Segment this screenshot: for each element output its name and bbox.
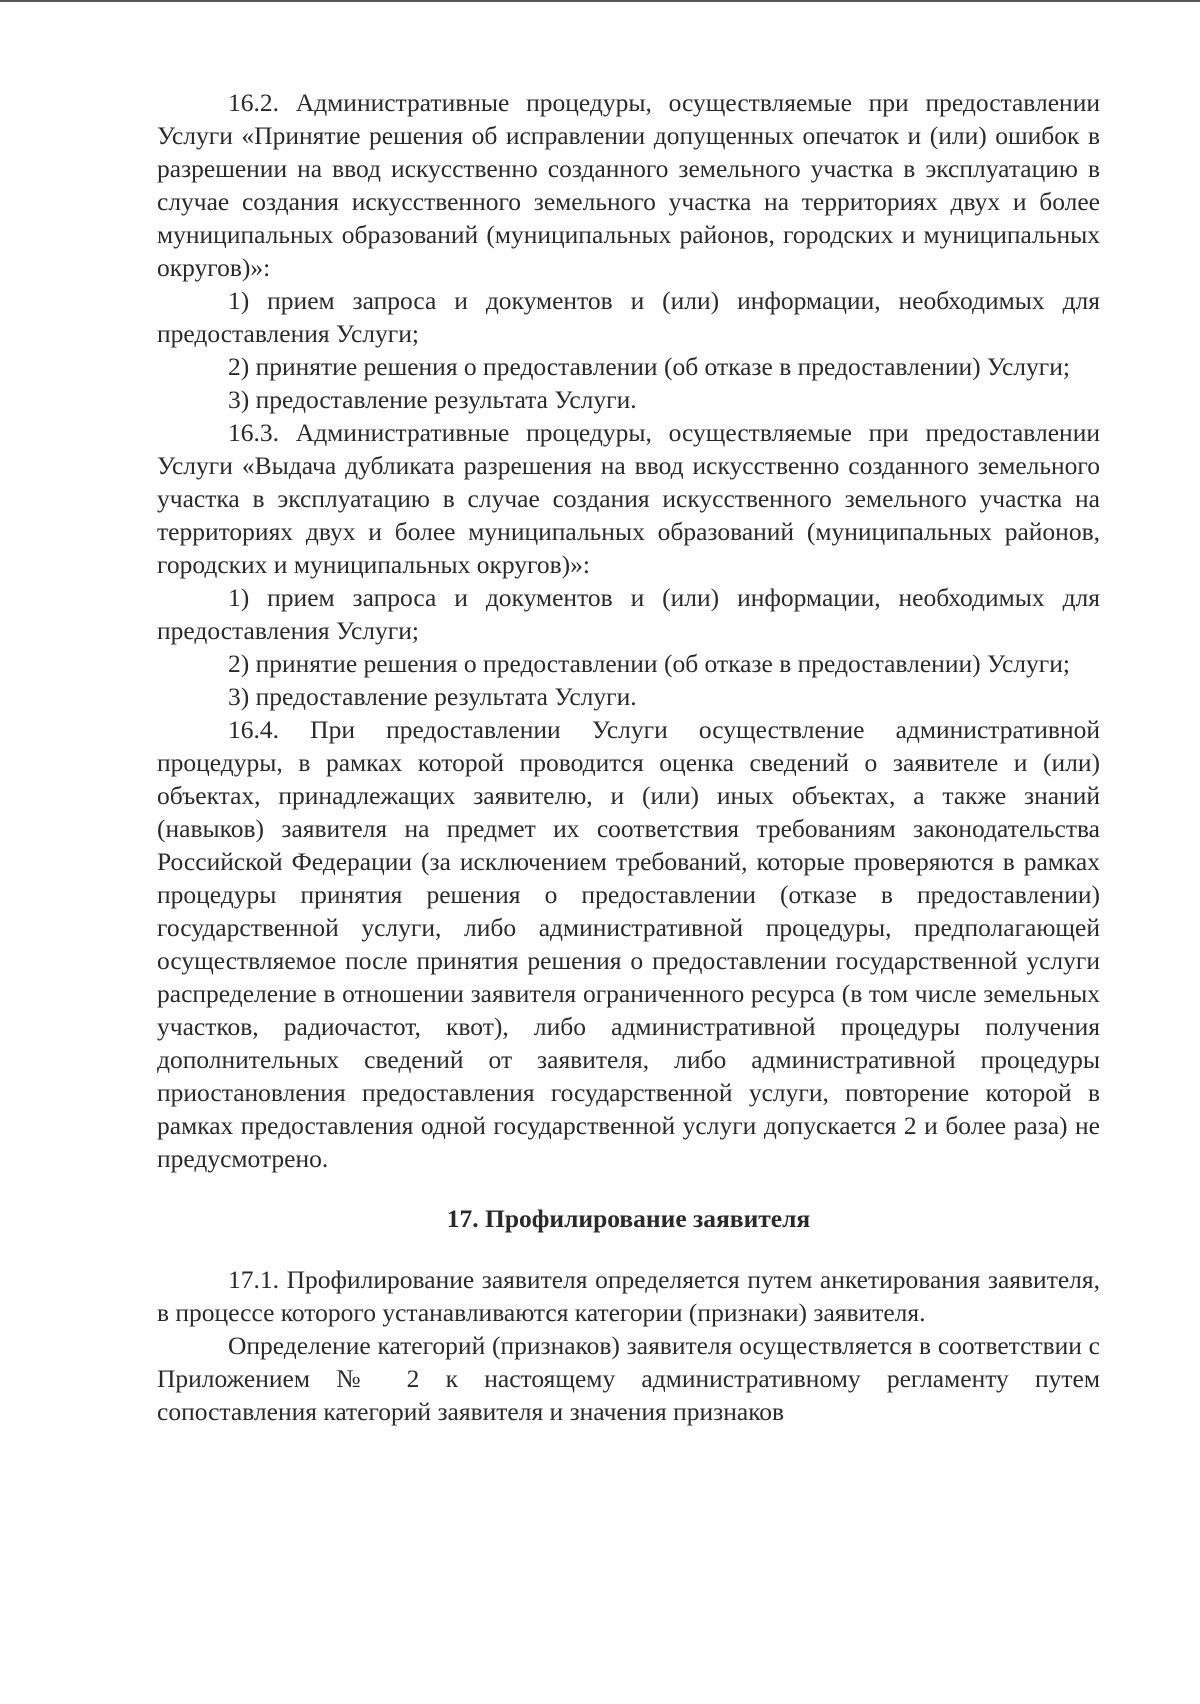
section-17-heading: 17. Профилирование заявителя [446,1204,811,1233]
clause-17-1: 17.1. Профилирование заявителя определяется путем анкетирования заявителя, в процессе которого устанавливаются категории (признаки) заявителя. [157,1265,1100,1327]
clause-16-2-item-3: 3) предоставление результата Услуги. [228,385,637,414]
clause-16-3-item-1: 1) прием запроса и документов и (или) информации, необходимых для предоставления Услуги; [157,583,1100,645]
clause-16-3-item-3: 3) предоставление результата Услуги. [228,682,637,711]
clause-16-3: 16.3. Административные процедуры, осуществляемые при предоставлении Услуги «Выдача дубликата разрешения на ввод искусственно созданного земельного участка в эксплуатацию в случае создания искусственного земельного участка на территориях двух и более муниципальных образований (муниципальных районов, городских и муниципальных округов)»: [157,418,1100,579]
clause-17-1-continued: Определение категорий (признаков) заявителя осуществляется в соответствии с Приложением № 2 к настоящему административному регламенту путем сопоставления категорий заявителя и значения признаков [157,1331,1100,1426]
clause-16-2-item-1: 1) прием запроса и документов и (или) информации, необходимых для предоставления Услуги; [157,286,1100,348]
clause-16-2: 16.2. Административные процедуры, осуществляемые при предоставлении Услуги «Принятие решения об исправлении допущенных опечаток и (или) ошибок в разрешении на ввод искусственно созданного земельного участка в эксплуатацию в случае создания искусственного земельного участка на территориях двух и более муниципальных образований (муниципальных районов, городских и муниципальных округов)»: [157,88,1100,282]
page-top-edge [0,0,1200,2]
clause-16-4: 16.4. При предоставлении Услуги осуществление административной процедуры, в рамках которой проводится оценка сведений о заявителе и (или) объектах, принадлежащих заявителю, и (или) иных объектах, а также знаний (навыков) заявителя на предмет их соответствия требованиям законодательства Российской Федерации (за исключением требований, которые проверяются в рамках процедуры принятия решения о предоставлении (отказе в предоставлении) государственной услуги, либо административной процедуры, предполагающей осуществляемое после принятия решения о предоставлении государственной услуги распределение в отношении заявителя ограниченного ресурса (в том числе земельных участков, радиочастот, квот), либо административной процедуры получения дополнительных сведений от заявителя, либо административной процедуры приостановления предоставления государственной услуги, повторение которой в рамках предоставления одной государственной услуги допускается 2 и более раза) не предусмотрено. [157,715,1100,1173]
clause-16-3-item-2: 2) принятие решения о предоставлении (об отказе в предоставлении) Услуги; [228,649,1070,678]
clause-16-2-item-2: 2) принятие решения о предоставлении (об отказе в предоставлении) Услуги; [228,352,1070,381]
document-page [157,86,1100,1428]
